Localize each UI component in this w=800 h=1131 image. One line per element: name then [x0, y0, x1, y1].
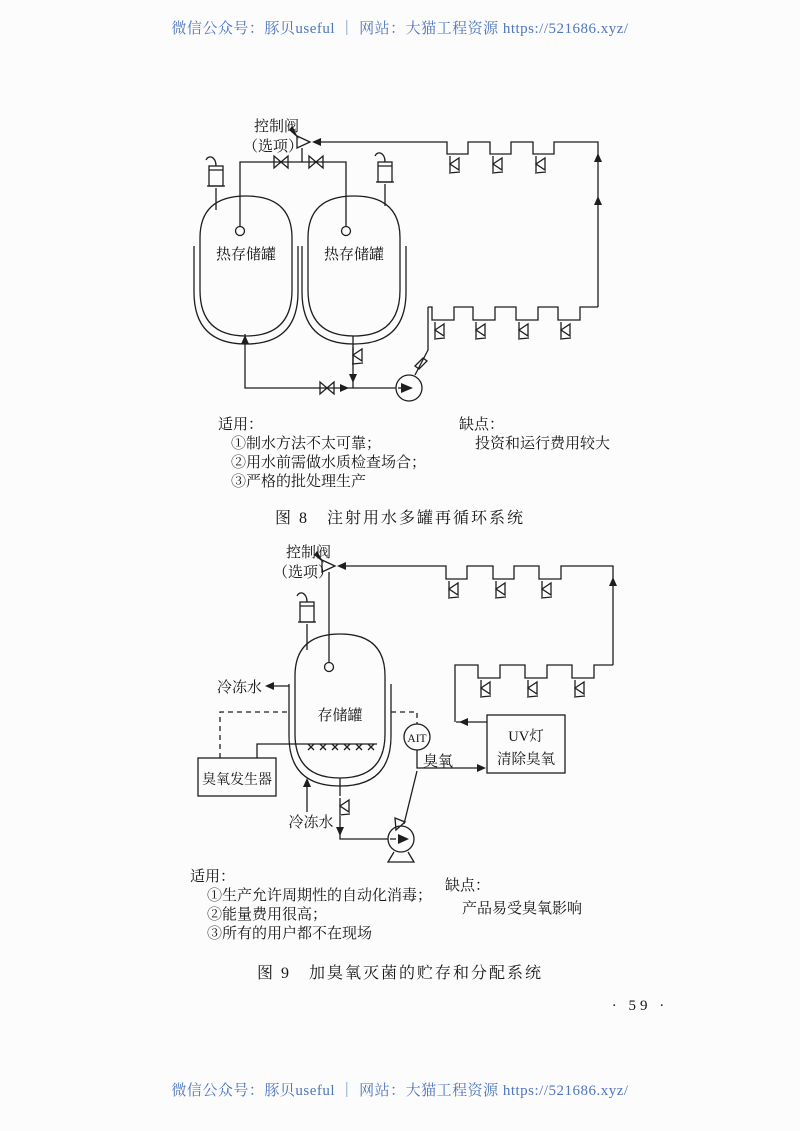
use-point-valve-icon — [492, 156, 503, 173]
use-point-valve-icon — [434, 322, 445, 339]
use-point-valve-icon — [475, 322, 486, 339]
sparger-marks — [308, 744, 374, 750]
apply-item: ②能量费用很高； — [207, 907, 328, 923]
apply-title: 适用： — [190, 869, 236, 885]
flow-arrow — [609, 577, 617, 586]
apply-item: ①制水方法不太可靠； — [231, 436, 382, 452]
flow-arrow — [477, 764, 486, 772]
tank-label: 存储罐 — [317, 708, 363, 724]
uv-box-label-1: UV灯 — [508, 729, 544, 745]
flow-arrow — [340, 384, 349, 392]
fig8-drawback-block — [459, 416, 610, 454]
use-point-valve-icon — [574, 680, 585, 697]
fig9-supply-header-pipe — [455, 665, 613, 722]
flow-arrow — [336, 827, 344, 836]
flow-arrow — [459, 718, 468, 726]
control-valve-label: 控制阀 — [285, 545, 331, 561]
flow-arrow — [594, 196, 602, 205]
fig9-drawback-block — [445, 877, 582, 919]
fig9-pump-icon — [388, 771, 417, 862]
ait-label: AIT — [407, 733, 427, 745]
fig8-supply-header-pipe — [428, 307, 598, 320]
use-point-valve-icon — [560, 322, 571, 339]
drawback-text: 投资和运行费用较大 — [475, 436, 611, 452]
fig9-return-header-pipe — [344, 566, 613, 665]
control-valve-option-label: （选项） — [272, 565, 333, 581]
control-valve-label: 控制阀 — [253, 119, 299, 135]
figure9-diagram — [198, 544, 617, 862]
vent-filter-icon — [297, 593, 316, 650]
valve-icon — [352, 347, 363, 364]
uv-box-label-2: 清除臭氧 — [497, 752, 555, 768]
flow-arrow — [265, 682, 274, 690]
control-valve-option-label: （选项） — [242, 139, 303, 155]
vent-filter-icon — [206, 157, 225, 210]
apply-item: ②用水前需做水质检查场合； — [231, 455, 427, 471]
chilled-water-label: 冷冻水 — [288, 815, 334, 831]
drawback-title: 缺点： — [445, 878, 491, 894]
figure8-diagram — [194, 118, 602, 401]
signal-dashed-line — [391, 712, 417, 724]
fig8-tank1-symbol — [194, 196, 298, 344]
use-point-valve-icon — [541, 581, 552, 598]
use-point-valve-icon — [518, 322, 529, 339]
flow-arrow — [594, 153, 602, 162]
use-point-valve-icon — [535, 156, 546, 173]
valve-icon — [339, 798, 350, 815]
fig8-manifold-pipe — [240, 162, 346, 226]
figure9-caption: 图 9 加臭氧灭菌的贮存和分配系统 — [256, 965, 543, 982]
page-number: · 59 · — [611, 998, 669, 1014]
use-point-valve-icon — [448, 581, 459, 598]
use-point-valve-icon — [449, 156, 460, 173]
fig9-suction-pipe — [340, 816, 388, 839]
use-point-valve-icon — [495, 581, 506, 598]
drawback-text: 产品易受臭氧影响 — [462, 901, 583, 917]
tank2-label: 热存储罐 — [323, 247, 385, 263]
use-point-valve-icon — [480, 680, 491, 697]
ozone-generator-label: 臭氧发生器 — [202, 773, 272, 788]
wechat-banner-bottom: 微信公众号：豚贝useful ｜ 网站：大猫工程资源 https://521686.xyz/ — [171, 1083, 629, 1099]
tank1-label: 热存储罐 — [215, 247, 277, 263]
wechat-banner-top: 微信公众号：豚贝useful ｜ 网站：大猫工程资源 https://521686.xyz/ — [171, 21, 629, 37]
ozone-label: 臭氧 — [423, 754, 454, 770]
apply-item: ③所有的用户都不在现场 — [207, 926, 373, 942]
chilled-water-label: 冷冻水 — [216, 680, 262, 696]
drawback-title: 缺点： — [459, 417, 505, 433]
signal-dashed-line — [220, 712, 289, 758]
vent-filter-icon — [375, 153, 394, 206]
apply-title: 适用： — [218, 417, 264, 433]
apply-item: ①生产允许周期性的自动化消毒； — [207, 888, 433, 904]
fig8-apply-block — [218, 416, 426, 492]
apply-item: ③严格的批处理生产 — [231, 474, 367, 490]
fig8-tank2-symbol — [302, 196, 406, 344]
figure8-caption: 图 8 注射用水多罐再循环系统 — [274, 510, 525, 527]
flow-arrow — [349, 374, 357, 383]
fig8-pump-icon — [396, 375, 422, 401]
use-point-valve-icon — [527, 680, 538, 697]
fig9-apply-block — [190, 868, 432, 944]
